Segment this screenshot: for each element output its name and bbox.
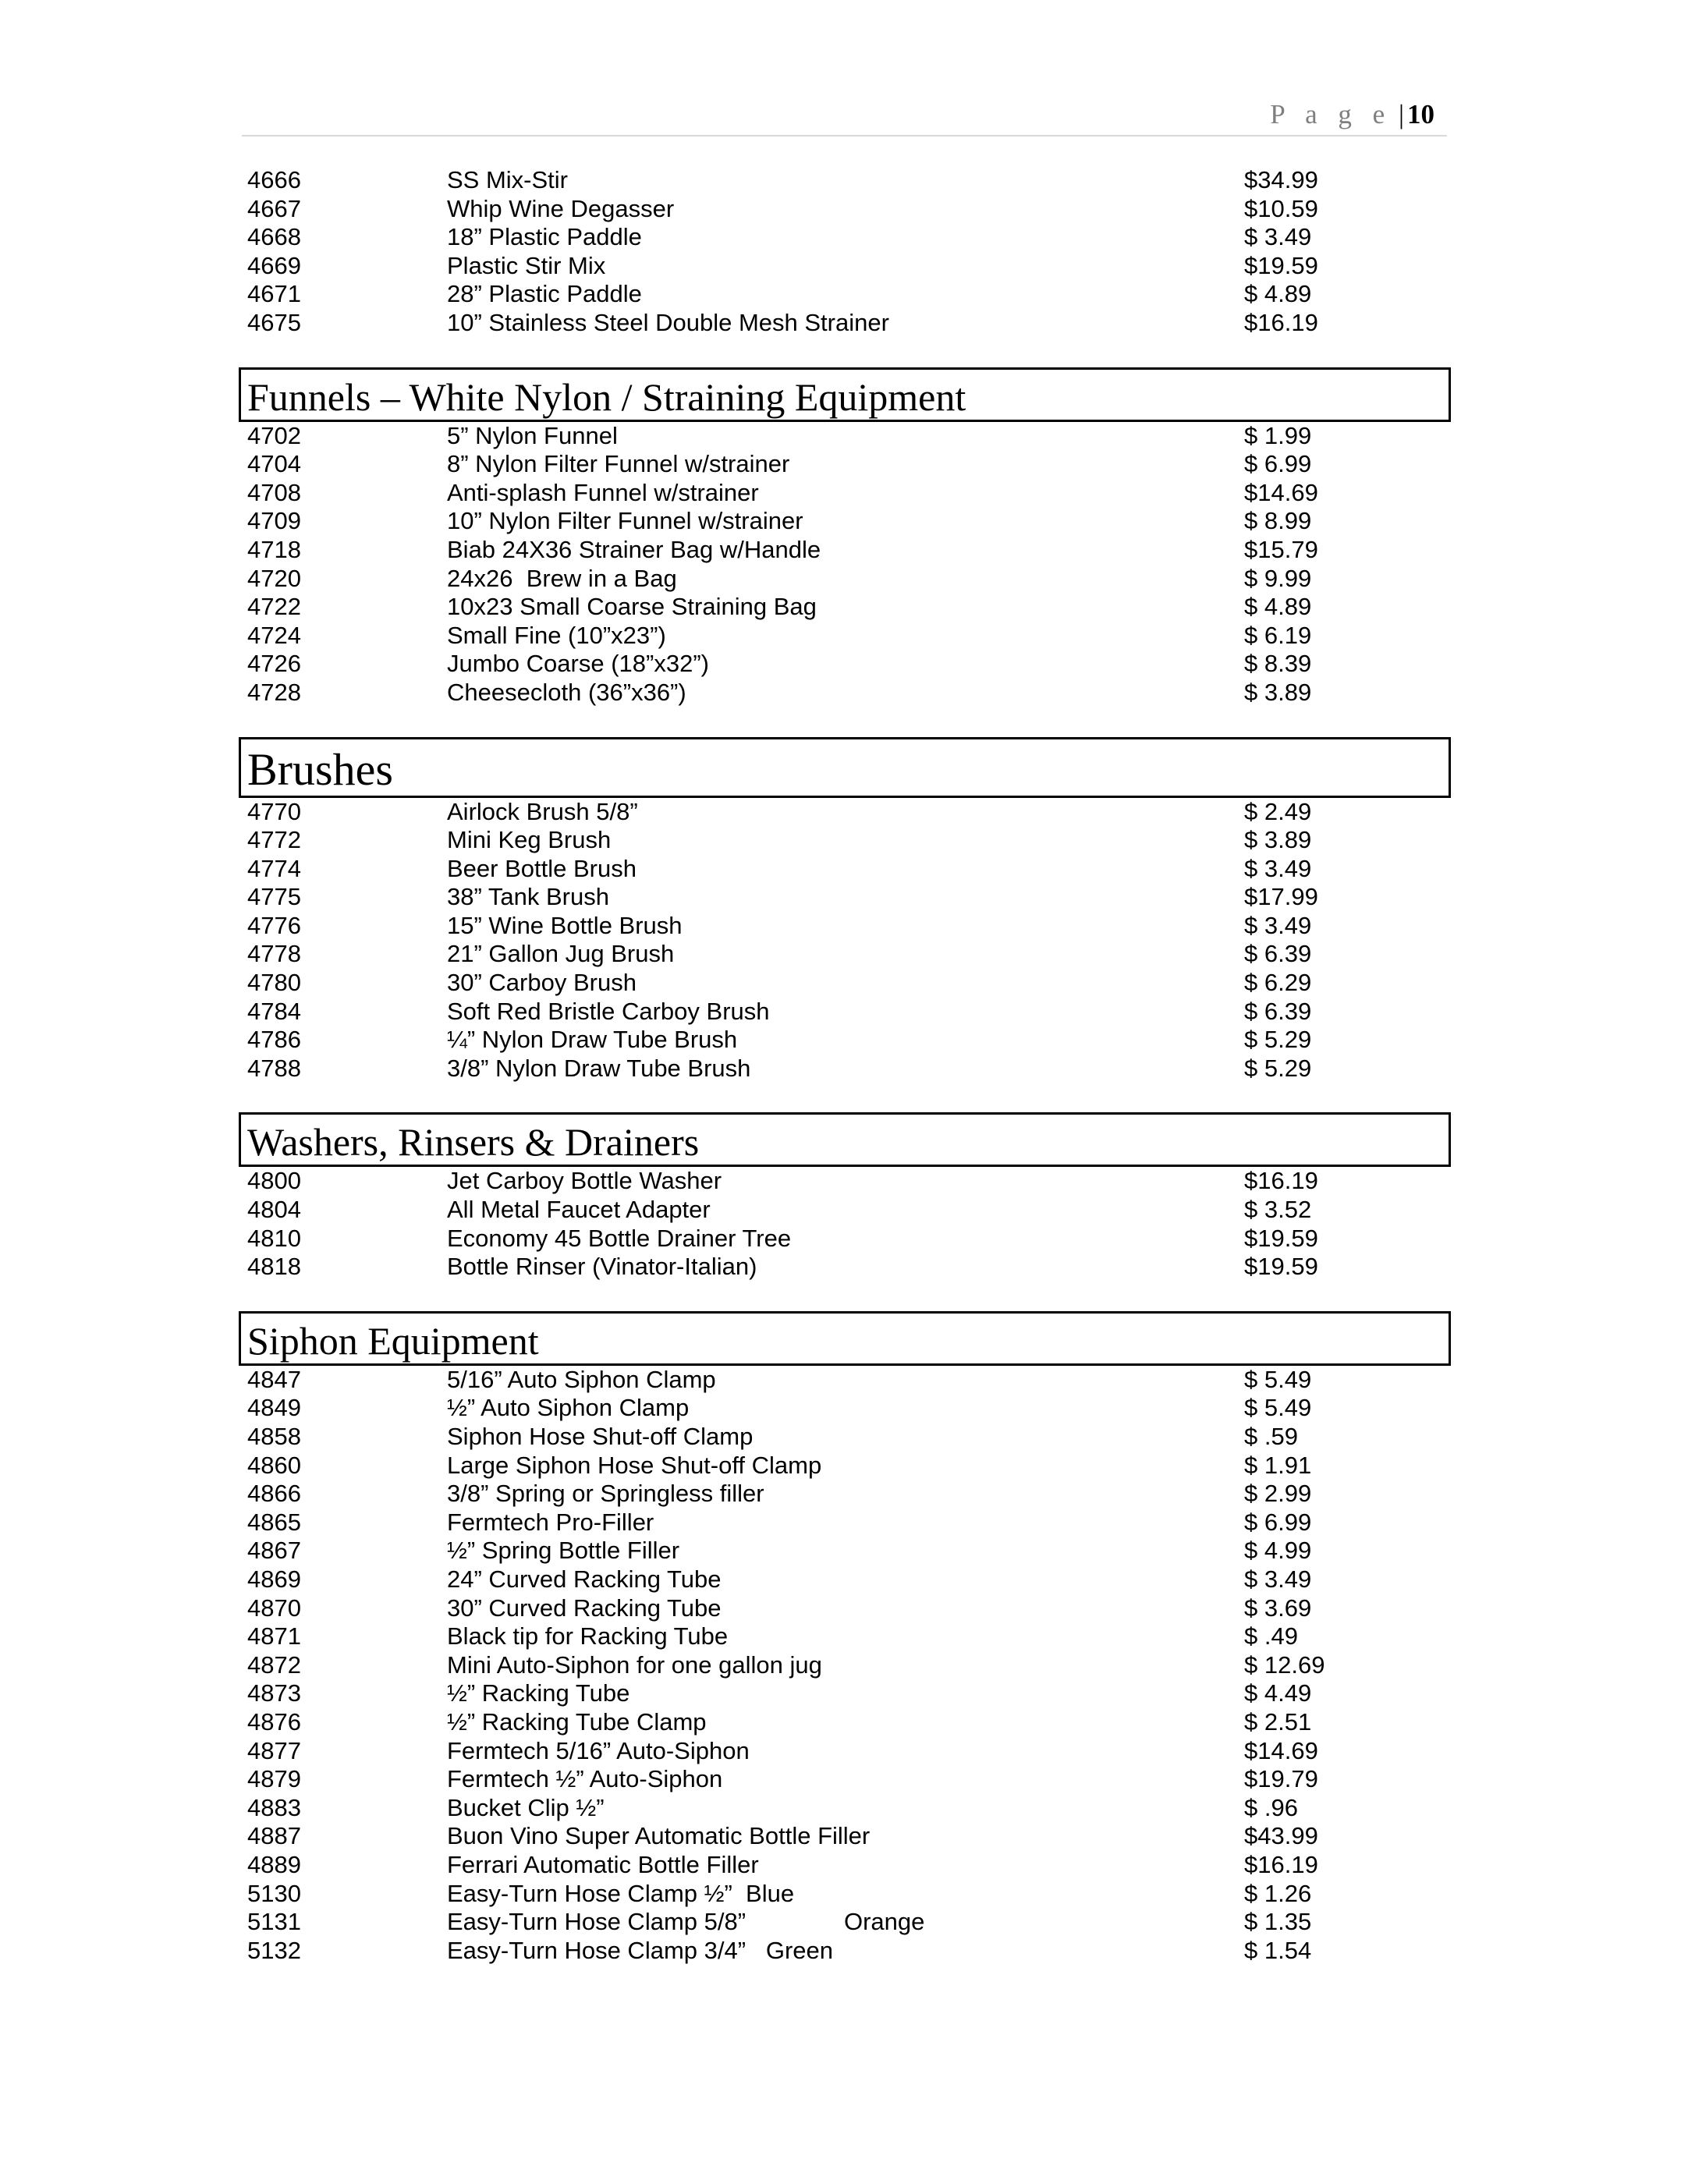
item-description: Bottle Rinser (Vinator-Italian) bbox=[447, 1253, 757, 1281]
item-code: 4775 bbox=[247, 883, 301, 911]
item-row bbox=[239, 1026, 1451, 1055]
item-price: $16.19 bbox=[1244, 1167, 1318, 1195]
item-description: Plastic Stir Mix bbox=[447, 251, 606, 279]
item-row bbox=[239, 479, 1451, 508]
item-code: 4876 bbox=[247, 1707, 301, 1736]
item-code: 4708 bbox=[247, 478, 301, 506]
item-row bbox=[239, 1679, 1451, 1708]
item-description: Easy-Turn Hose Clamp 3/4” Green bbox=[447, 1936, 834, 1964]
item-row bbox=[239, 280, 1451, 309]
item-row bbox=[239, 1480, 1451, 1509]
item-description: 3/8” Nylon Draw Tube Brush bbox=[447, 1054, 751, 1082]
item-price: $ 12.69 bbox=[1244, 1650, 1325, 1679]
item-code: 4776 bbox=[247, 911, 301, 939]
section-heading: Funnels – White Nylon / Straining Equipment bbox=[239, 367, 1451, 422]
item-code: 4800 bbox=[247, 1167, 301, 1195]
item-description: 5/16” Auto Siphon Clamp bbox=[447, 1365, 716, 1393]
item-description: Siphon Hose Shut-off Clamp bbox=[447, 1423, 754, 1450]
catalog-sections bbox=[239, 367, 1451, 1966]
item-price: $16.19 bbox=[1244, 1850, 1318, 1878]
catalog-section bbox=[239, 1311, 1451, 1965]
item-description: Buon Vino Super Automatic Bottle Filler bbox=[447, 1822, 871, 1850]
item-row bbox=[239, 1537, 1451, 1565]
item-price: $ 6.19 bbox=[1244, 621, 1312, 649]
item-price: $15.79 bbox=[1244, 535, 1318, 563]
item-price: $ 3.49 bbox=[1244, 223, 1312, 251]
item-description: Mini Auto-Siphon for one gallon jug bbox=[447, 1650, 822, 1679]
item-price: $ 3.49 bbox=[1244, 911, 1312, 939]
item-code: 4858 bbox=[247, 1423, 301, 1450]
item-code: 4786 bbox=[247, 1026, 301, 1054]
item-row bbox=[239, 1937, 1451, 1966]
item-price: $ 9.99 bbox=[1244, 564, 1312, 592]
item-price: $19.59 bbox=[1244, 1224, 1318, 1252]
item-row bbox=[239, 1737, 1451, 1766]
item-price: $ 4.89 bbox=[1244, 280, 1312, 308]
item-price: $ 5.49 bbox=[1244, 1394, 1312, 1422]
item-code: 4702 bbox=[247, 421, 301, 449]
item-description: Ferrari Automatic Bottle Filler bbox=[447, 1850, 759, 1878]
item-description: 8” Nylon Filter Funnel w/strainer bbox=[447, 450, 790, 478]
item-code: 4704 bbox=[247, 450, 301, 478]
item-code: 4872 bbox=[247, 1650, 301, 1679]
item-row bbox=[239, 883, 1451, 912]
page-header bbox=[242, 90, 1447, 136]
item-description: Jumbo Coarse (18”x32”) bbox=[447, 650, 709, 678]
item-price: $ 3.49 bbox=[1244, 854, 1312, 882]
item-row bbox=[239, 1253, 1451, 1282]
section-item-list bbox=[239, 1366, 1451, 1965]
item-code: 4774 bbox=[247, 854, 301, 882]
item-price: $ 1.26 bbox=[1244, 1879, 1312, 1907]
item-description: Fermtech 5/16” Auto-Siphon bbox=[447, 1736, 750, 1764]
item-description: Small Fine (10”x23”) bbox=[447, 621, 666, 649]
section-heading: Siphon Equipment bbox=[239, 1311, 1451, 1366]
item-price: $ 1.91 bbox=[1244, 1451, 1312, 1479]
item-price: $34.99 bbox=[1244, 166, 1318, 193]
page-word: P a g e bbox=[1270, 99, 1392, 129]
item-description: Beer Bottle Brush bbox=[447, 854, 637, 882]
catalog-section bbox=[239, 1112, 1451, 1281]
item-price: $ 3.89 bbox=[1244, 826, 1312, 854]
item-row bbox=[239, 1708, 1451, 1737]
item-description: 21” Gallon Jug Brush bbox=[447, 940, 675, 968]
item-description: 5” Nylon Funnel bbox=[447, 421, 618, 449]
item-description: 15” Wine Bottle Brush bbox=[447, 911, 683, 939]
item-description: Bucket Clip ½” bbox=[447, 1793, 605, 1821]
item-description: Biab 24X36 Strainer Bag w/Handle bbox=[447, 535, 821, 563]
item-code: 4724 bbox=[247, 621, 301, 649]
item-row bbox=[239, 565, 1451, 594]
item-description: Fermtech Pro-Filler bbox=[447, 1508, 654, 1536]
item-description: Whip Wine Degasser bbox=[447, 194, 675, 222]
item-code: 4709 bbox=[247, 507, 301, 535]
item-price: $ 6.39 bbox=[1244, 997, 1312, 1025]
item-price: $ 4.99 bbox=[1244, 1537, 1312, 1565]
item-code: 4728 bbox=[247, 678, 301, 706]
item-code: 4788 bbox=[247, 1054, 301, 1082]
item-code: 4720 bbox=[247, 564, 301, 592]
item-code: 5131 bbox=[247, 1908, 301, 1936]
top-item-list bbox=[239, 166, 1451, 338]
item-row bbox=[239, 940, 1451, 969]
item-price: $ 1.54 bbox=[1244, 1936, 1312, 1964]
item-row bbox=[239, 998, 1451, 1026]
item-row bbox=[239, 912, 1451, 941]
item-row bbox=[239, 1366, 1451, 1395]
item-price: $ 6.99 bbox=[1244, 450, 1312, 478]
item-row bbox=[239, 650, 1451, 679]
item-price: $ .59 bbox=[1244, 1423, 1298, 1450]
item-price: $ 6.29 bbox=[1244, 969, 1312, 997]
item-row bbox=[239, 1794, 1451, 1823]
item-code: 4889 bbox=[247, 1850, 301, 1878]
item-price: $ 2.99 bbox=[1244, 1480, 1312, 1508]
item-description: Easy-Turn Hose Clamp 5/8” bbox=[447, 1908, 746, 1936]
item-row bbox=[239, 195, 1451, 224]
item-price: $ .49 bbox=[1244, 1622, 1298, 1650]
item-description: Large Siphon Hose Shut-off Clamp bbox=[447, 1451, 822, 1479]
item-price: $ 5.49 bbox=[1244, 1365, 1312, 1393]
item-row bbox=[239, 1765, 1451, 1794]
item-code: 4770 bbox=[247, 797, 301, 825]
item-price: $14.69 bbox=[1244, 1736, 1318, 1764]
item-price: $ 3.52 bbox=[1244, 1196, 1312, 1224]
item-price: $ 8.39 bbox=[1244, 650, 1312, 678]
item-row bbox=[239, 1423, 1451, 1452]
item-price: $43.99 bbox=[1244, 1822, 1318, 1850]
item-description: 10x23 Small Coarse Straining Bag bbox=[447, 593, 817, 621]
item-description: Easy-Turn Hose Clamp ½” Blue bbox=[447, 1879, 795, 1907]
page-separator: | bbox=[1398, 99, 1404, 129]
item-row bbox=[239, 422, 1451, 451]
item-code: 5132 bbox=[247, 1936, 301, 1964]
item-color-note: Orange bbox=[844, 1908, 925, 1936]
item-code: 4722 bbox=[247, 593, 301, 621]
item-code: 4804 bbox=[247, 1196, 301, 1224]
item-price: $14.69 bbox=[1244, 478, 1318, 506]
item-row bbox=[239, 1167, 1451, 1196]
item-row bbox=[239, 1055, 1451, 1083]
item-description: 10” Stainless Steel Double Mesh Strainer bbox=[447, 308, 889, 336]
item-row bbox=[239, 798, 1451, 827]
section-heading: Washers, Rinsers & Drainers bbox=[239, 1112, 1451, 1167]
item-price: $19.59 bbox=[1244, 251, 1318, 279]
item-code: 4784 bbox=[247, 997, 301, 1025]
section-heading: Brushes bbox=[239, 737, 1451, 798]
item-description: ½” Auto Siphon Clamp bbox=[447, 1394, 690, 1422]
item-description: ¼” Nylon Draw Tube Brush bbox=[447, 1026, 738, 1054]
item-row bbox=[239, 1394, 1451, 1423]
item-row bbox=[239, 855, 1451, 884]
item-description: Black tip for Racking Tube bbox=[447, 1622, 729, 1650]
item-description: Jet Carboy Bottle Washer bbox=[447, 1167, 722, 1195]
item-row bbox=[239, 536, 1451, 565]
item-description: 30” Carboy Brush bbox=[447, 969, 637, 997]
item-code: 4671 bbox=[247, 280, 301, 308]
item-code: 4866 bbox=[247, 1480, 301, 1508]
section-item-list bbox=[239, 1167, 1451, 1281]
item-description: Anti-splash Funnel w/strainer bbox=[447, 478, 759, 506]
item-description: Economy 45 Bottle Drainer Tree bbox=[447, 1224, 792, 1252]
item-code: 4867 bbox=[247, 1537, 301, 1565]
item-row bbox=[239, 969, 1451, 998]
item-row bbox=[239, 1565, 1451, 1594]
item-description: 28” Plastic Paddle bbox=[447, 280, 642, 308]
page-number: 10 bbox=[1407, 99, 1434, 129]
item-row bbox=[239, 252, 1451, 281]
item-code: 4780 bbox=[247, 969, 301, 997]
item-price: $ 2.51 bbox=[1244, 1707, 1312, 1736]
item-description: Airlock Brush 5/8” bbox=[447, 797, 638, 825]
section-item-list bbox=[239, 798, 1451, 1083]
item-price: $16.19 bbox=[1244, 308, 1318, 336]
item-row bbox=[239, 593, 1451, 622]
item-description: 30” Curved Racking Tube bbox=[447, 1594, 722, 1622]
item-row bbox=[239, 1509, 1451, 1537]
item-description: Mini Keg Brush bbox=[447, 826, 612, 854]
item-code: 4869 bbox=[247, 1565, 301, 1593]
item-row bbox=[239, 507, 1451, 536]
item-code: 4668 bbox=[247, 223, 301, 251]
catalog-content bbox=[239, 166, 1451, 1965]
item-description: 38” Tank Brush bbox=[447, 883, 609, 911]
item-price: $ 5.29 bbox=[1244, 1054, 1312, 1082]
item-row bbox=[239, 450, 1451, 479]
item-row bbox=[239, 166, 1451, 195]
item-price: $19.59 bbox=[1244, 1253, 1318, 1281]
item-code: 4887 bbox=[247, 1822, 301, 1850]
item-row bbox=[239, 1622, 1451, 1651]
item-description: 18” Plastic Paddle bbox=[447, 223, 642, 251]
item-price: $ 3.49 bbox=[1244, 1565, 1312, 1593]
item-code: 4726 bbox=[247, 650, 301, 678]
item-row bbox=[239, 1452, 1451, 1480]
item-row bbox=[239, 622, 1451, 651]
item-code: 4870 bbox=[247, 1594, 301, 1622]
item-description: ½” Spring Bottle Filler bbox=[447, 1537, 680, 1565]
item-price: $ 3.69 bbox=[1244, 1594, 1312, 1622]
item-code: 4883 bbox=[247, 1793, 301, 1821]
item-code: 4718 bbox=[247, 535, 301, 563]
item-code: 4667 bbox=[247, 194, 301, 222]
item-price: $ 4.89 bbox=[1244, 593, 1312, 621]
item-code: 4873 bbox=[247, 1679, 301, 1707]
item-row bbox=[239, 1651, 1451, 1680]
item-code: 4871 bbox=[247, 1622, 301, 1650]
item-row bbox=[239, 826, 1451, 855]
item-price: $ 1.99 bbox=[1244, 421, 1312, 449]
item-price: $ .96 bbox=[1244, 1793, 1298, 1821]
item-description: ½” Racking Tube Clamp bbox=[447, 1707, 707, 1736]
page-label bbox=[1270, 99, 1434, 130]
item-description: ½” Racking Tube bbox=[447, 1679, 630, 1707]
item-code: 4877 bbox=[247, 1736, 301, 1764]
item-row bbox=[239, 223, 1451, 252]
item-row bbox=[239, 1908, 1451, 1937]
item-price: $ 8.99 bbox=[1244, 507, 1312, 535]
item-price: $ 5.29 bbox=[1244, 1026, 1312, 1054]
item-code: 5130 bbox=[247, 1879, 301, 1907]
catalog-section bbox=[239, 737, 1451, 1083]
item-code: 4849 bbox=[247, 1394, 301, 1422]
item-row bbox=[239, 309, 1451, 338]
item-row bbox=[239, 1196, 1451, 1225]
item-price: $ 4.49 bbox=[1244, 1679, 1312, 1707]
item-code: 4847 bbox=[247, 1365, 301, 1393]
item-row bbox=[239, 1594, 1451, 1623]
item-description: All Metal Faucet Adapter bbox=[447, 1196, 711, 1224]
catalog-section bbox=[239, 367, 1451, 707]
item-row bbox=[239, 1225, 1451, 1253]
item-code: 4666 bbox=[247, 166, 301, 193]
item-code: 4772 bbox=[247, 826, 301, 854]
item-row bbox=[239, 1880, 1451, 1909]
item-price: $ 3.89 bbox=[1244, 678, 1312, 706]
item-price: $10.59 bbox=[1244, 194, 1318, 222]
item-row bbox=[239, 1822, 1451, 1851]
item-description: Cheesecloth (36”x36”) bbox=[447, 678, 686, 706]
item-description: 24” Curved Racking Tube bbox=[447, 1565, 722, 1593]
item-description: 3/8” Spring or Springless filler bbox=[447, 1480, 764, 1508]
item-price: $19.79 bbox=[1244, 1765, 1318, 1793]
item-description: SS Mix-Stir bbox=[447, 166, 568, 193]
item-code: 4879 bbox=[247, 1765, 301, 1793]
item-code: 4669 bbox=[247, 251, 301, 279]
item-row bbox=[239, 679, 1451, 707]
item-description: 10” Nylon Filter Funnel w/strainer bbox=[447, 507, 803, 535]
section-item-list bbox=[239, 422, 1451, 707]
item-code: 4860 bbox=[247, 1451, 301, 1479]
item-row bbox=[239, 1851, 1451, 1880]
item-code: 4810 bbox=[247, 1224, 301, 1252]
item-description: Soft Red Bristle Carboy Brush bbox=[447, 997, 770, 1025]
item-code: 4865 bbox=[247, 1508, 301, 1536]
item-code: 4778 bbox=[247, 940, 301, 968]
item-description: 24x26 Brew in a Bag bbox=[447, 564, 677, 592]
item-price: $ 2.49 bbox=[1244, 797, 1312, 825]
item-price: $ 6.39 bbox=[1244, 940, 1312, 968]
item-description: Fermtech ½” Auto-Siphon bbox=[447, 1765, 723, 1793]
item-code: 4818 bbox=[247, 1253, 301, 1281]
item-price: $ 6.99 bbox=[1244, 1508, 1312, 1536]
item-price: $ 1.35 bbox=[1244, 1908, 1312, 1936]
item-price: $17.99 bbox=[1244, 883, 1318, 911]
item-code: 4675 bbox=[247, 308, 301, 336]
